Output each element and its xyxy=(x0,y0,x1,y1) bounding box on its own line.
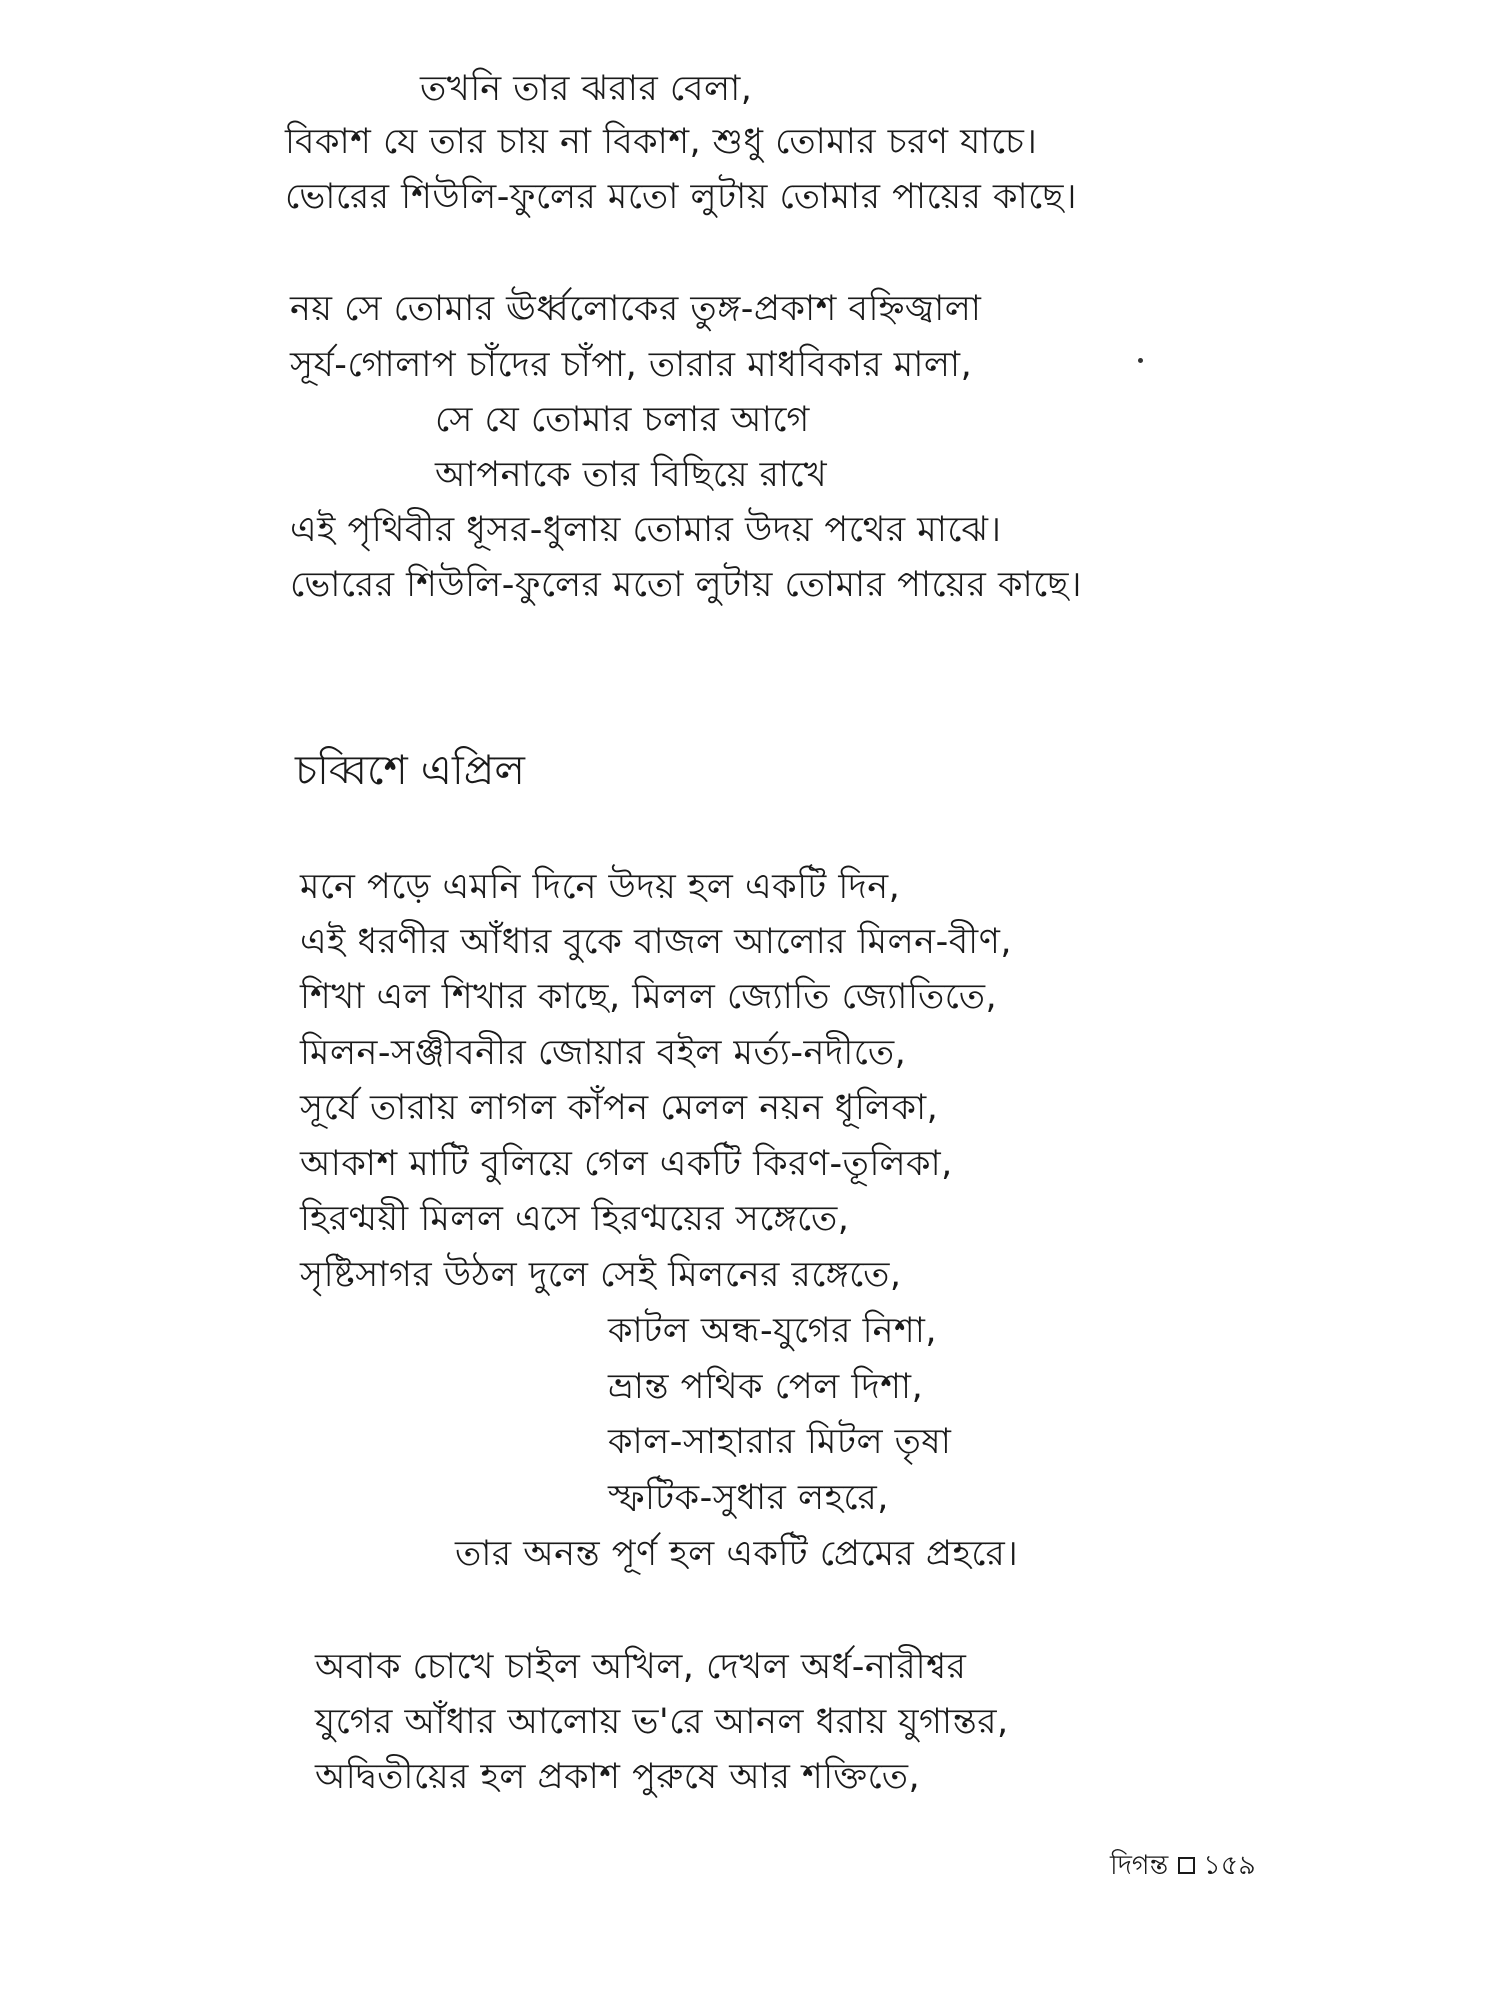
poem-line: নয় সে তোমার ঊর্ধ্বলোকের তুঙ্গ-প্রকাশ বহ্নিজ্বালা xyxy=(290,289,982,329)
poem-line: এই পৃথিবীর ধূসর-ধুলায় তোমার উদয় পথের মাঝে। xyxy=(290,510,1002,550)
poem-line: সে যে তোমার চলার আগে xyxy=(435,400,810,440)
poem-line: সৃষ্টিসাগর উঠল দুলে সেই মিলনের রঙ্গেতে, xyxy=(300,1255,902,1295)
poem-line: কাল-সাহারার মিটল তৃষা xyxy=(608,1422,952,1462)
poem-line: আপনাকে তার বিছিয়ে রাখে xyxy=(435,455,828,495)
poem-line: ভ্রান্ত পথিক পেল দিশা, xyxy=(608,1367,924,1407)
poem-line: স্ফটিক-সুধার লহরে, xyxy=(608,1478,889,1518)
poem-line: সূর্যে তারায় লাগল কাঁপন মেলল নয়ন ধূলিকা, xyxy=(300,1088,939,1128)
poem-line: কাটল অন্ধ-যুগের নিশা, xyxy=(608,1311,938,1351)
poem-line: মিলন-সঞ্জীবনীর জোয়ার বইল মর্ত্য-নদীতে, xyxy=(300,1033,907,1073)
poem-title: চব্বিশে এপ্রিল xyxy=(295,746,525,794)
ink-speck xyxy=(1138,358,1143,363)
poem-line: বিকাশ যে তার চায় না বিকাশ, শুধু তোমার চরণ যাচে। xyxy=(285,122,1038,162)
poem-line: ভোরের শিউলি-ফুলের মতো লুটায় তোমার পায়ের কাছে। xyxy=(290,565,1082,605)
square-bullet-icon xyxy=(1178,1857,1195,1874)
poem-line: এই ধরণীর আঁধার বুকে বাজল আলোর মিলন-বীণ, xyxy=(300,922,1012,962)
poem-line: ভোরের শিউলি-ফুলের মতো লুটায় তোমার পায়ের কাছে। xyxy=(285,177,1077,217)
poem-line: হিরণ্ময়ী মিলল এসে হিরণ্ময়ের সঙ্গেতে, xyxy=(300,1199,850,1239)
poem-line: শিখা এল শিখার কাছে, মিলল জ্যোতি জ্যোতিতে, xyxy=(300,977,998,1017)
page-number: ১৫৯ xyxy=(1203,1850,1256,1881)
poem-line: তার অনন্ত পূর্ণ হল একটি প্রেমের প্রহরে। xyxy=(455,1534,1019,1574)
poem-line: অদ্বিতীয়ের হল প্রকাশ পুরুষে আর শক্তিতে, xyxy=(315,1757,921,1797)
poem-line: তখনি তার ঝরার বেলা, xyxy=(420,69,753,109)
poem-line: যুগের আঁধার আলোয় ভ'রে আনল ধরায় যুগান্তর, xyxy=(315,1702,1009,1742)
poem-line: অবাক চোখে চাইল অখিল, দেখল অর্ধ-নারীশ্বর xyxy=(315,1647,967,1687)
poem-line: মনে পড়ে এমনি দিনে উদয় হল একটি দিন, xyxy=(300,867,901,907)
poem-line: সূর্য-গোলাপ চাঁদের চাঁপা, তারার মাধবিকার মালা, xyxy=(290,345,973,385)
book-title: দিগন্ত xyxy=(1110,1850,1169,1881)
page-footer xyxy=(1110,1852,1256,1879)
poem-line: আকাশ মাটি বুলিয়ে গেল একটি কিরণ-তূলিকা, xyxy=(300,1144,953,1184)
